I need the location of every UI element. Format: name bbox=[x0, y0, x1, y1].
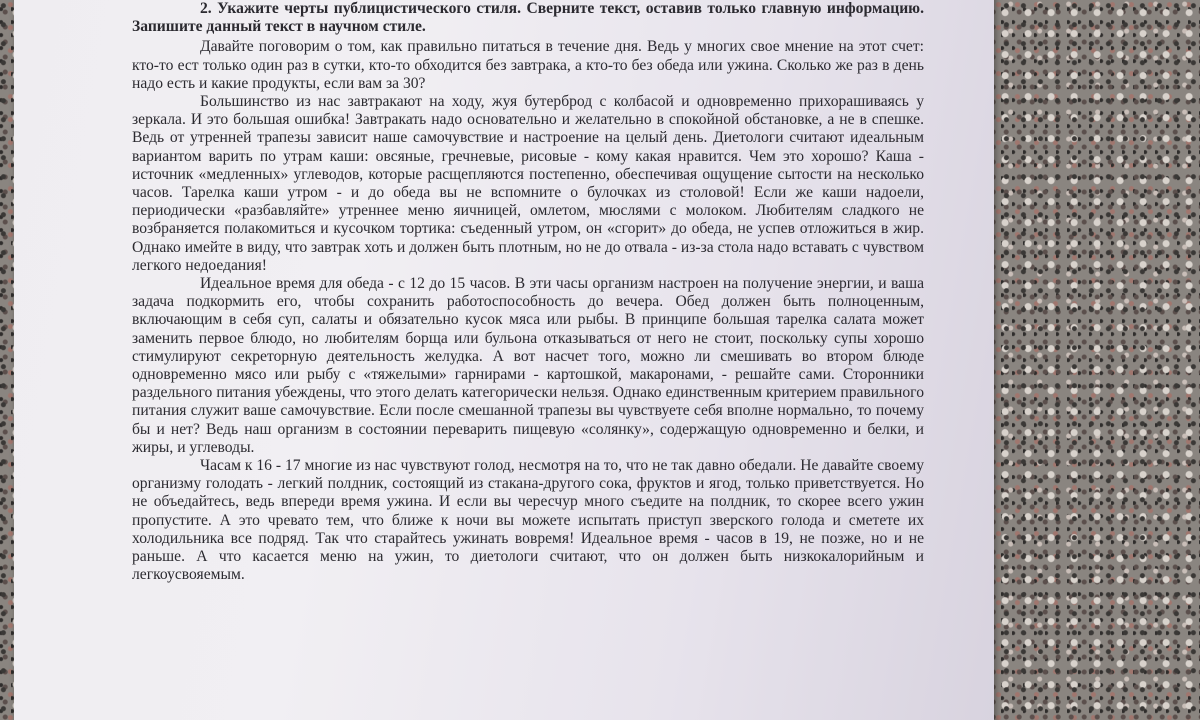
paragraph-intro: Давайте поговорим о том, как правильно питаться в течение дня. Ведь у многих свое мнение на этот счет: кто-то ест только один раз в сутки, кто-то обходится без завтрака, а кто-то без обеда или ужина. Сколько же раз в день надо есть и какие продукты, если вам за 30? bbox=[132, 38, 924, 92]
document-text bbox=[132, 0, 924, 585]
paragraph-breakfast: Большинство из нас завтракают на ходу, жуя бутерброд с колбасой и одновременно прихорашиваясь у зеркала. И это большая ошибка! Завтракать надо основательно и желательно в спокойной обстановке, а не в спешке. Ведь от утренней трапезы зависит наше самочувствие и настроение на целый день. Диетологи считают идеальным вариантом варить по утрам каши: овсяные, гречневые, рисовые - кому какая нравится. Чем это хорошо? Каша - источник «медленных» углеводов, которые расщепляются постепенно, обеспечивая ощущение сытости на несколько часов. Тарелка каши утром - и до обеда вы не вспомните о булочках из столовой! Если же каши надоели, периодически «разбавляйте» утреннее меню яичницей, омлетом, мюслями с молоком. Любителям сладкого не возбраняется полакомиться и кусочком тортика: съеденный утром, он «сгорит» до обеда, не успев отложиться в жир. Однако имейте в виду, что завтрак хоть и должен быть плотным, но не до отвала - из-за стола надо вставать с чувством легкого недоедания! bbox=[132, 93, 924, 274]
paragraph-dinner: Часам к 16 - 17 многие из нас чувствуют голод, несмотря на то, что не так давно обедали. Не давайте своему организму голодать - легкий полдник, состоящий из стакана-другого сока, фруктов и ягод, только приветствуется. Но не объедайтесь, ведь впереди время ужина. И если вы чересчур много съедите на полдник, то скорее всего ужин пропустите. А это чревато тем, что ближе к ночи вы можете испытать приступ зверского голода и сметете их холодильника все подряд. Так что старайтесь ужинать вовремя! Идеальное время - часов в 19, не позже, но и не раньше. А что касается меню на ужин, то диетологи считают, что он должен быть низкокалорийным и легкоусвояемым. bbox=[132, 457, 924, 584]
paragraph-lunch: Идеальное время для обеда - с 12 до 15 часов. В эти часы организм настроен на получение энергии, и ваша задача подкормить его, чтобы сохранить работоспособность до вечера. Обед должен быть полноценным, включающим в себя суп, салаты и обязательно кусок мяса или рыбы. В принципе большая тарелка салата может заменить первое блюдо, но любителям борща или бульона отказываться от него не стоит, поскольку супы хорошо стимулируют секреторную деятельность желудка. А вот насчет того, можно ли смешивать во втором блюде одновременно мясо или рыбу с «тяжелыми» гарнирами - картошкой, макаронами, - решайте сами. Сторонники раздельного питания убеждены, что этого делать категорически нельзя. Однако единственным критерием правильного питания служит ваше самочувствие. Если после смешанной трапезы вы чувствуете себя вполне нормально, то почему бы и нет? Ведь наш организм в состоянии переварить пищевую «солянку», содержащую одновременно и белки, и жиры, и углеводы. bbox=[132, 275, 924, 456]
task-heading: 2. Укажите черты публицистического стиля. Сверните текст, оставив только главную информацию. Запишите данный текст в научном стиле. bbox=[132, 0, 924, 36]
paper-sheet bbox=[14, 0, 994, 720]
